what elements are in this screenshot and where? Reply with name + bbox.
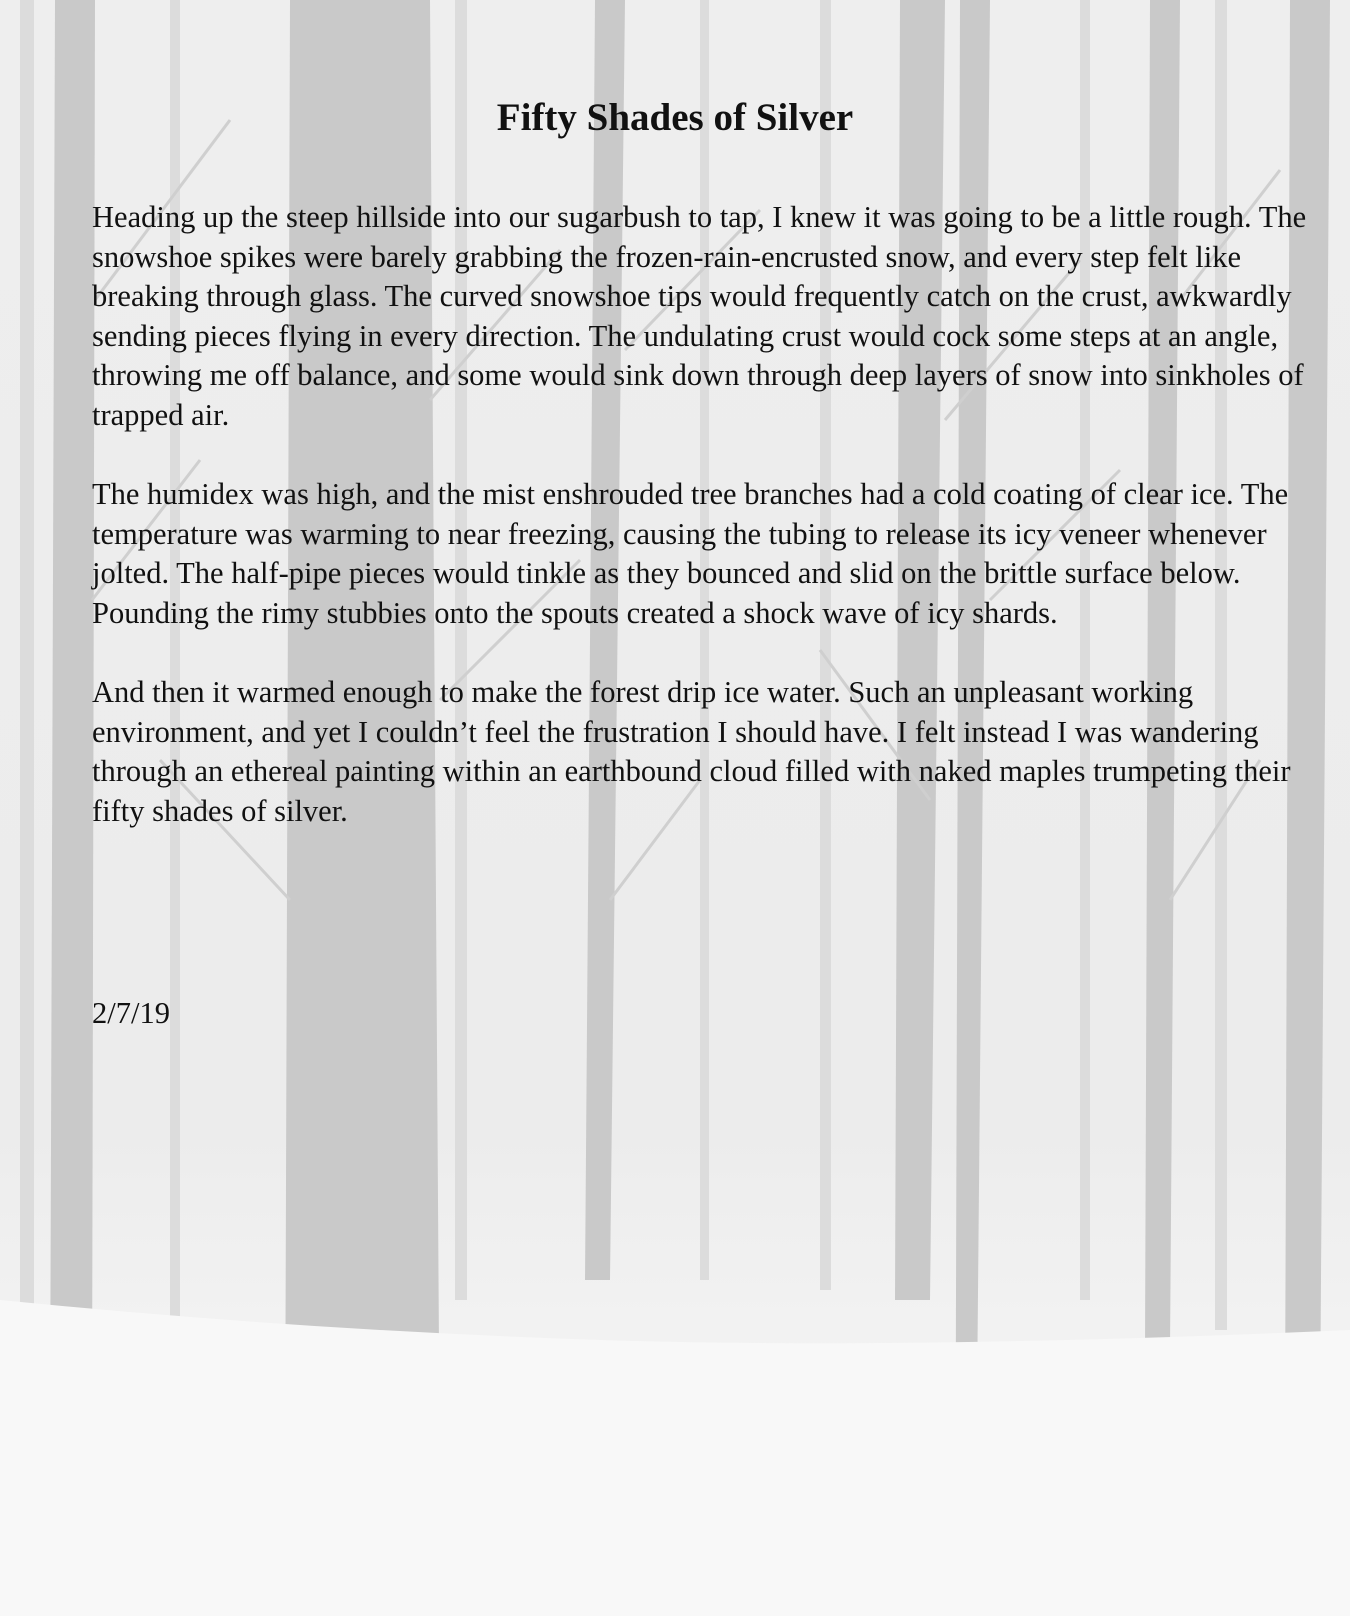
document-body (92, 198, 1312, 871)
paragraph-2: The humidex was high, and the mist enshrouded tree branches had a cold coating of clear ice. The temperature was warming to near freezing, causing the tubing to release its icy veneer whenever jolted. The half-pipe pieces would tinkle as they bounced and slid on the brittle surface below. Pounding the rimy stubbies onto the spouts created a shock wave of icy shards. (92, 477, 1289, 630)
document-title: Fifty Shades of Silver (496, 96, 854, 139)
document-date: 2/7/19 (92, 996, 170, 1030)
paragraph-3: And then it warmed enough to make the forest drip ice water. Such an unpleasant working environment, and yet I couldn’t feel the frustration I should have. I felt instead I was wandering through an ethereal painting within an earthbound cloud filled with naked maples trumpeting their fifty shades of silver. (92, 675, 1291, 828)
paragraph-1: Heading up the steep hillside into our sugarbush to tap, I knew it was going to be a little rough. The snowshoe spikes were barely grabbing the frozen-rain-encrusted snow, and every step felt like breaking through glass. The curved snowshoe tips would frequently catch on the crust, awkwardly sending pieces flying in every direction. The undulating crust would cock some steps at an angle, throwing me off balance, and some would sink down through deep layers of snow into sinkholes of trapped air. (92, 200, 1307, 432)
